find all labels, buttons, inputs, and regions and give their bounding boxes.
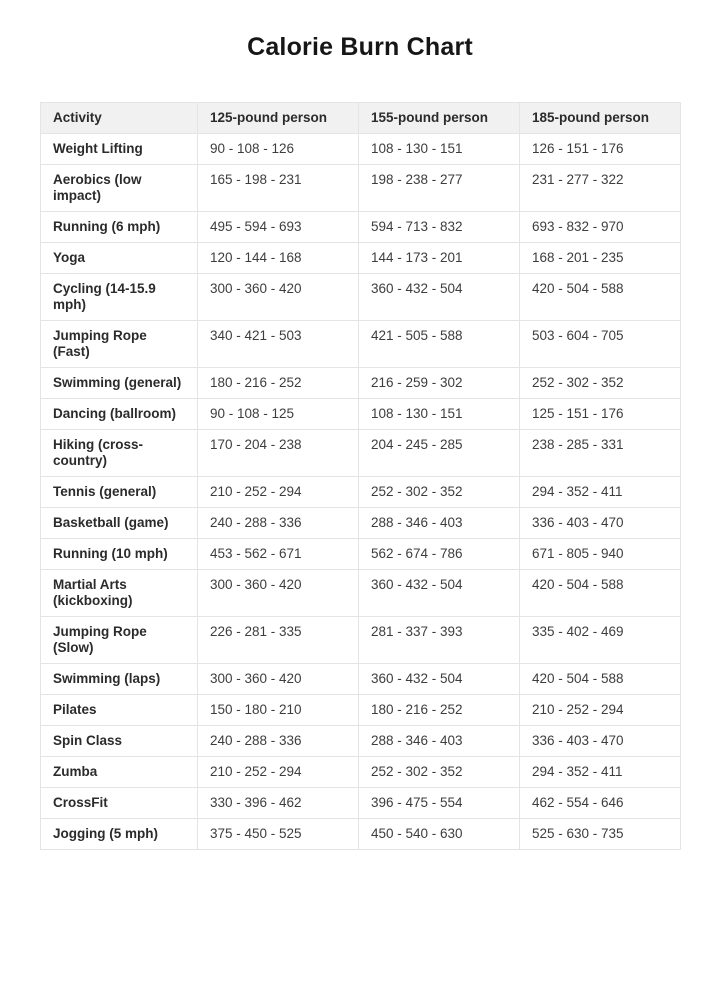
- table-row: [41, 399, 681, 430]
- activity-cell: Jogging (5 mph): [41, 819, 198, 850]
- calories-cell: 231 - 277 - 322: [520, 165, 681, 212]
- activity-cell: Jumping Rope (Fast): [41, 321, 198, 368]
- activity-cell: Basketball (game): [41, 508, 198, 539]
- table-row: [41, 243, 681, 274]
- calories-cell: 252 - 302 - 352: [359, 757, 520, 788]
- activity-cell: Jumping Rope (Slow): [41, 617, 198, 664]
- calories-cell: 90 - 108 - 125: [198, 399, 359, 430]
- table-row: [41, 430, 681, 477]
- calories-cell: 204 - 245 - 285: [359, 430, 520, 477]
- calories-cell: 165 - 198 - 231: [198, 165, 359, 212]
- activity-cell: Swimming (laps): [41, 664, 198, 695]
- calories-cell: 396 - 475 - 554: [359, 788, 520, 819]
- calories-cell: 462 - 554 - 646: [520, 788, 681, 819]
- calories-cell: 330 - 396 - 462: [198, 788, 359, 819]
- calories-cell: 238 - 285 - 331: [520, 430, 681, 477]
- calories-cell: 360 - 432 - 504: [359, 570, 520, 617]
- calories-cell: 503 - 604 - 705: [520, 321, 681, 368]
- calories-cell: 525 - 630 - 735: [520, 819, 681, 850]
- calories-cell: 144 - 173 - 201: [359, 243, 520, 274]
- activity-cell: Martial Arts (kickboxing): [41, 570, 198, 617]
- calories-cell: 288 - 346 - 403: [359, 508, 520, 539]
- table-row: [41, 726, 681, 757]
- activity-cell: Running (6 mph): [41, 212, 198, 243]
- calories-cell: 360 - 432 - 504: [359, 664, 520, 695]
- calories-cell: 240 - 288 - 336: [198, 726, 359, 757]
- table-row: [41, 134, 681, 165]
- activity-cell: Yoga: [41, 243, 198, 274]
- table-row: [41, 477, 681, 508]
- table-row: [41, 321, 681, 368]
- calories-cell: 420 - 504 - 588: [520, 664, 681, 695]
- calories-cell: 495 - 594 - 693: [198, 212, 359, 243]
- calories-cell: 420 - 504 - 588: [520, 570, 681, 617]
- column-header: 125-pound person: [198, 103, 359, 134]
- activity-cell: Spin Class: [41, 726, 198, 757]
- activity-cell: Tennis (general): [41, 477, 198, 508]
- calories-cell: 421 - 505 - 588: [359, 321, 520, 368]
- calories-cell: 671 - 805 - 940: [520, 539, 681, 570]
- table-row: [41, 664, 681, 695]
- table-row: [41, 570, 681, 617]
- calories-cell: 288 - 346 - 403: [359, 726, 520, 757]
- calories-cell: 450 - 540 - 630: [359, 819, 520, 850]
- calories-cell: 300 - 360 - 420: [198, 274, 359, 321]
- calories-cell: 216 - 259 - 302: [359, 368, 520, 399]
- calories-cell: 252 - 302 - 352: [520, 368, 681, 399]
- calories-cell: 210 - 252 - 294: [198, 757, 359, 788]
- activity-cell: Cycling (14-15.9 mph): [41, 274, 198, 321]
- calories-cell: 210 - 252 - 294: [520, 695, 681, 726]
- calories-cell: 294 - 352 - 411: [520, 757, 681, 788]
- calories-cell: 210 - 252 - 294: [198, 477, 359, 508]
- calories-cell: 180 - 216 - 252: [359, 695, 520, 726]
- calories-cell: 108 - 130 - 151: [359, 399, 520, 430]
- calorie-burn-table: [40, 102, 681, 850]
- table-container: [40, 102, 680, 850]
- calories-cell: 562 - 674 - 786: [359, 539, 520, 570]
- calories-cell: 335 - 402 - 469: [520, 617, 681, 664]
- calories-cell: 168 - 201 - 235: [520, 243, 681, 274]
- table-row: [41, 695, 681, 726]
- activity-cell: Dancing (ballroom): [41, 399, 198, 430]
- table-row: [41, 788, 681, 819]
- calories-cell: 120 - 144 - 168: [198, 243, 359, 274]
- column-header: Activity: [41, 103, 198, 134]
- calories-cell: 170 - 204 - 238: [198, 430, 359, 477]
- table-row: [41, 757, 681, 788]
- calories-cell: 360 - 432 - 504: [359, 274, 520, 321]
- table-row: [41, 819, 681, 850]
- calories-cell: 294 - 352 - 411: [520, 477, 681, 508]
- table-row: [41, 368, 681, 399]
- calories-cell: 453 - 562 - 671: [198, 539, 359, 570]
- calories-cell: 198 - 238 - 277: [359, 165, 520, 212]
- calories-cell: 340 - 421 - 503: [198, 321, 359, 368]
- calories-cell: 226 - 281 - 335: [198, 617, 359, 664]
- calories-cell: 180 - 216 - 252: [198, 368, 359, 399]
- table-row: [41, 274, 681, 321]
- activity-cell: Pilates: [41, 695, 198, 726]
- table-row: [41, 165, 681, 212]
- calories-cell: 420 - 504 - 588: [520, 274, 681, 321]
- activity-cell: Hiking (cross-country): [41, 430, 198, 477]
- table-row: [41, 508, 681, 539]
- activity-cell: Zumba: [41, 757, 198, 788]
- calories-cell: 240 - 288 - 336: [198, 508, 359, 539]
- calories-cell: 594 - 713 - 832: [359, 212, 520, 243]
- calories-cell: 125 - 151 - 176: [520, 399, 681, 430]
- calories-cell: 336 - 403 - 470: [520, 508, 681, 539]
- calories-cell: 281 - 337 - 393: [359, 617, 520, 664]
- calories-cell: 300 - 360 - 420: [198, 570, 359, 617]
- calories-cell: 300 - 360 - 420: [198, 664, 359, 695]
- activity-cell: Weight Lifting: [41, 134, 198, 165]
- calories-cell: 252 - 302 - 352: [359, 477, 520, 508]
- calories-cell: 108 - 130 - 151: [359, 134, 520, 165]
- column-header: 185-pound person: [520, 103, 681, 134]
- calories-cell: 375 - 450 - 525: [198, 819, 359, 850]
- table-row: [41, 212, 681, 243]
- calories-cell: 336 - 403 - 470: [520, 726, 681, 757]
- calories-cell: 90 - 108 - 126: [198, 134, 359, 165]
- table-row: [41, 617, 681, 664]
- calories-cell: 693 - 832 - 970: [520, 212, 681, 243]
- activity-cell: Aerobics (low impact): [41, 165, 198, 212]
- table-body: [41, 134, 681, 850]
- activity-cell: Swimming (general): [41, 368, 198, 399]
- page-title: Calorie Burn Chart: [247, 33, 473, 61]
- table-row: [41, 539, 681, 570]
- calories-cell: 150 - 180 - 210: [198, 695, 359, 726]
- column-header: 155-pound person: [359, 103, 520, 134]
- activity-cell: Running (10 mph): [41, 539, 198, 570]
- activity-cell: CrossFit: [41, 788, 198, 819]
- calories-cell: 126 - 151 - 176: [520, 134, 681, 165]
- table-header-row: [41, 103, 681, 134]
